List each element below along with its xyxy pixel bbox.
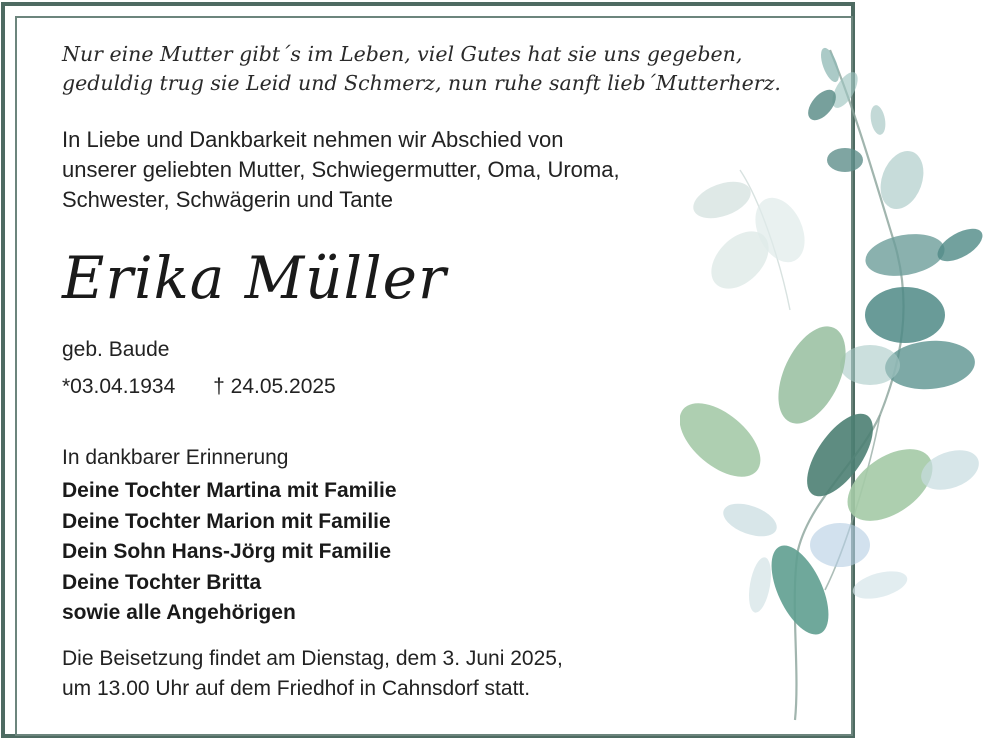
- intro-line-3: Schwester, Schwägerin und Tante: [62, 187, 394, 212]
- poem-verse: [62, 40, 782, 98]
- life-dates: [62, 373, 336, 401]
- mourner-item: sowie alle Angehörigen: [62, 601, 296, 624]
- mourner-item: Dein Sohn Hans-Jörg mit Familie: [62, 540, 392, 563]
- birth-date: *03.04.1934: [62, 375, 176, 398]
- poem-line-1: Nur eine Mutter gibt´s im Leben, viel Gutes hat sie uns gegeben,: [62, 42, 743, 66]
- intro-text: [62, 125, 682, 215]
- memory-heading: In dankbarer Erinnerung: [62, 446, 289, 469]
- eucalyptus-branch-illustration: [680, 30, 1000, 730]
- mourner-item: Deine Tochter Britta: [62, 570, 262, 594]
- funeral-notice: [62, 644, 563, 704]
- maiden-name: geb. Baude: [62, 338, 170, 361]
- funeral-line-1: Die Beisetzung findet am Dienstag, dem 3. Juni 2025,: [62, 647, 563, 670]
- deceased-name: Erika Müller: [62, 244, 447, 312]
- mourner-item: Deine Tochter Martina mit Familie: [62, 479, 397, 502]
- mourners-list: [62, 476, 397, 629]
- death-date: † 24.05.2025: [213, 375, 336, 398]
- intro-line-2: unserer geliebten Mutter, Schwiegermutter, Oma, Uroma,: [62, 157, 620, 182]
- mourner-item: Deine Tochter Marion mit Familie: [62, 509, 391, 533]
- funeral-line-2: um 13.00 Uhr auf dem Friedhof in Cahnsdorf statt.: [62, 677, 531, 700]
- poem-line-2: geduldig trug sie Leid und Schmerz, nun ruhe sanft lieb´Mutterherz.: [62, 71, 781, 95]
- intro-line-1: In Liebe und Dankbarkeit nehmen wir Abschied von: [62, 127, 564, 152]
